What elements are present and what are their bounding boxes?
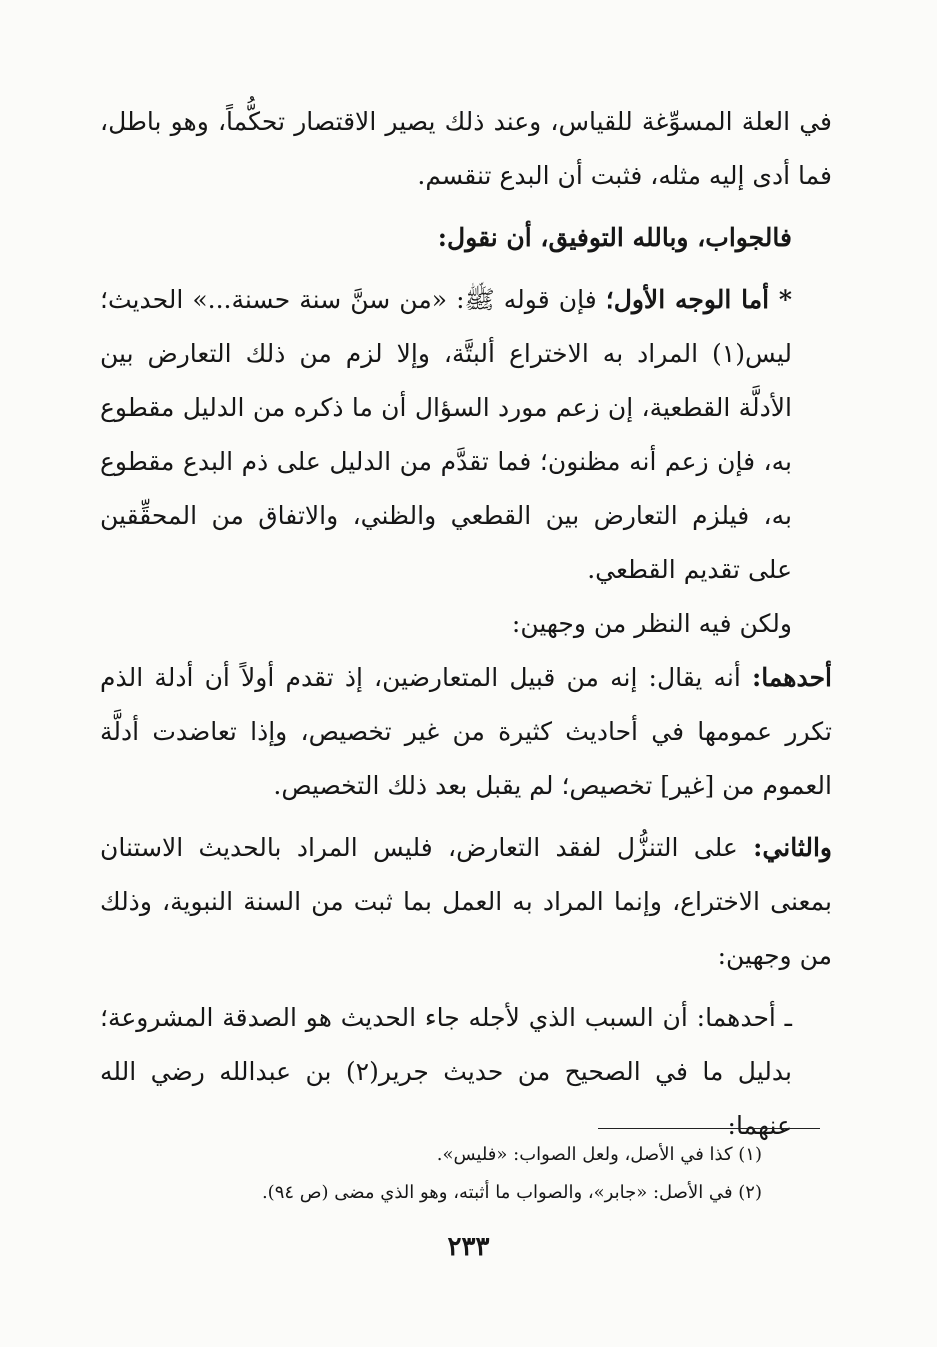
paragraph-two-aspects: ولكن فيه النظر من وجهين:	[511, 609, 792, 638]
one-of-them-text: أنه يقال: إنه من قبيل المتعارضين، إذ تقدم أولاً أن أدلة الذم تكرر عمومها في أحاديث كثيرة من غير تخصيص، وإذا تعاضدت أدلَّة العموم من [غير] تخصيص؛ لم يقبل بعد ذلك التخصيص.	[100, 663, 832, 800]
one-of-them-heading: أحدهما:	[751, 663, 832, 692]
page-number: ٢٣٣	[447, 1232, 490, 1262]
footnote-2: (٢) في الأصل: «جابر»، والصواب ما أثبته، وهو الذي مضى (ص ٩٤).	[261, 1182, 762, 1203]
main-text	[100, 95, 832, 1153]
first-aspect-text: فإن قوله ﷺ: «من سنَّ سنة حسنة...» الحديث؛ ليس(١) المراد به الاختراع ألبتَّة، وإلا لزم من ذلك التعارض بين الأدلَّة القطعية، إن زعم مورد السؤال أن ما ذكره من الدليل مقطوع به، فإن زعم أنه مظنون؛ فما تقدَّم من الدليل على ذم البدع مقطوع به، فيلزم التعارض بين القطعي والظني، والاتفاق من المحقِّقين على تقديم القطعي.	[100, 285, 792, 584]
second-heading: والثاني:	[753, 833, 832, 862]
paragraph-second	[100, 821, 832, 983]
footnotes	[150, 1136, 762, 1212]
paragraph-answer: فالجواب، وبالله التوفيق، أن نقول:	[437, 223, 792, 252]
paragraph-one-of-them	[100, 651, 832, 813]
footnote-divider	[598, 1128, 820, 1129]
paragraph-1: في العلة المسوِّغة للقياس، وعند ذلك يصير الاقتصار تحكُّماً، وهو باطل، فما أدى إليه مثله، فثبت أن البدع تنقسم.	[100, 107, 832, 190]
paragraph-first-aspect	[100, 273, 832, 597]
first-aspect-heading: * أما الوجه الأول؛	[605, 285, 792, 314]
footnote-1: (١) كذا في الأصل، ولعل الصواب: «فليس».	[436, 1144, 762, 1165]
second-text: على التنزُّل لفقد التعارض، فليس المراد بالحديث الاستنان بمعنى الاختراع، وإنما المراد به العمل بما ثبت من السنة النبوية، وذلك من وجهين:	[100, 833, 832, 970]
paragraph-sub-first: ـ أحدهما: أن السبب الذي لأجله جاء الحديث هو الصدقة المشروعة؛ بدليل ما في الصحيح من حديث جرير(٢) بن عبدالله رضي الله عنهما:	[100, 1003, 792, 1140]
